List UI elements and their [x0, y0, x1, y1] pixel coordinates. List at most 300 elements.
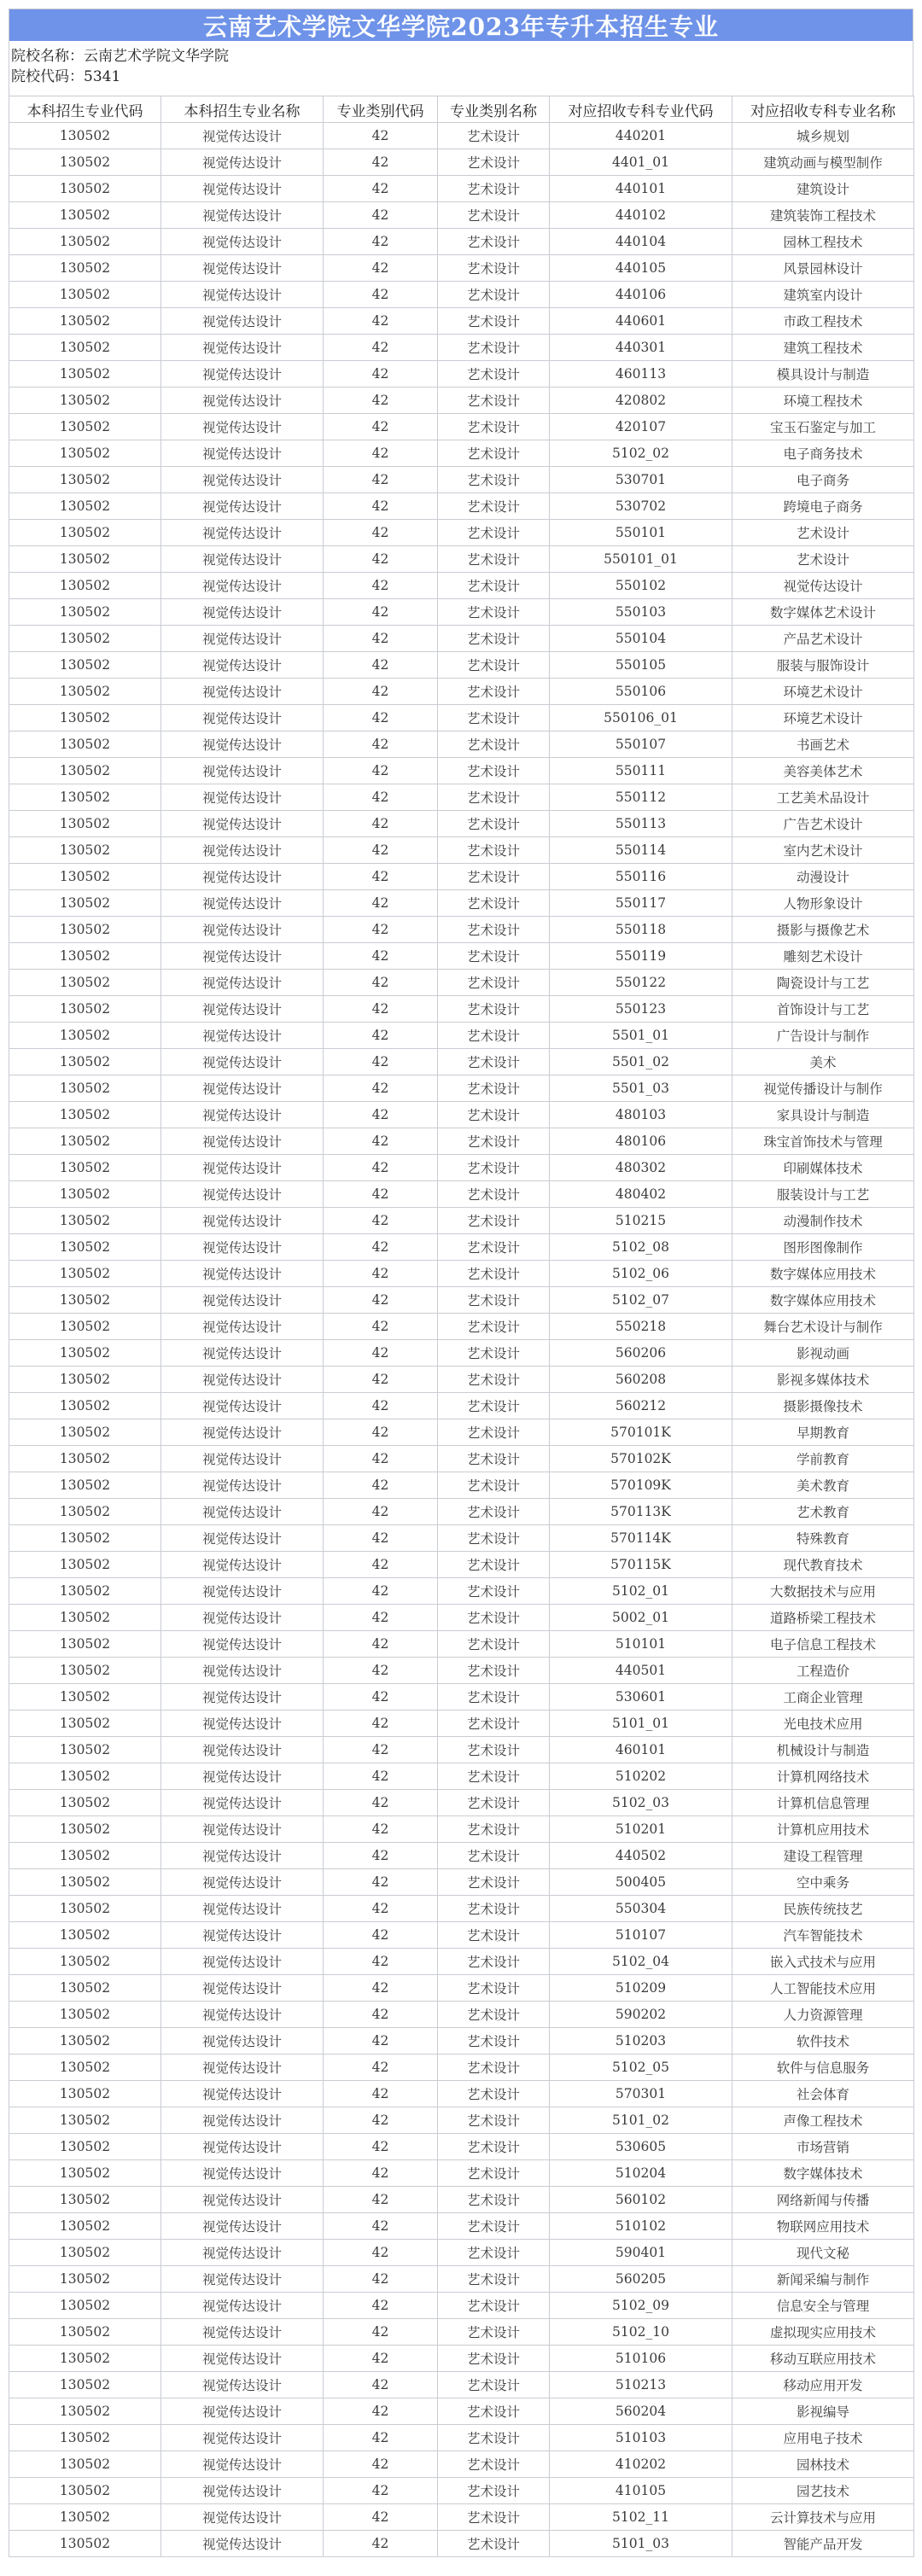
cell-junior-code: 440106	[550, 282, 732, 308]
cell-bachelor-code: 130502	[9, 1922, 161, 1949]
cell-category-name: 艺术设计	[438, 1367, 550, 1393]
cell-bachelor-code: 130502	[9, 1552, 161, 1578]
table-row	[9, 652, 914, 679]
cell-bachelor-code: 130502	[9, 176, 161, 202]
cell-bachelor-name: 视觉传达设计	[161, 758, 324, 784]
table-row	[9, 2187, 914, 2213]
cell-junior-code: 550122	[550, 970, 732, 996]
cell-category-code: 42	[324, 1816, 438, 1843]
cell-bachelor-name: 视觉传达设计	[161, 890, 324, 917]
table-row	[9, 1737, 914, 1763]
cell-bachelor-code: 130502	[9, 1949, 161, 1975]
cell-bachelor-name: 视觉传达设计	[161, 705, 324, 731]
cell-junior-name: 首饰设计与工艺	[732, 996, 914, 1023]
cell-junior-name: 社会体育	[732, 2081, 914, 2107]
cell-category-code: 42	[324, 996, 438, 1023]
cell-junior-code: 570101K	[550, 1419, 732, 1446]
cell-junior-code: 480302	[550, 1155, 732, 1181]
cell-junior-name: 人物形象设计	[732, 890, 914, 917]
cell-junior-name: 数字媒体技术	[732, 2160, 914, 2187]
cell-category-code: 42	[324, 1711, 438, 1737]
cell-category-name: 艺术设计	[438, 1287, 550, 1314]
cell-category-code: 42	[324, 837, 438, 864]
table-row	[9, 1155, 914, 1181]
cell-category-name: 艺术设计	[438, 2054, 550, 2081]
cell-bachelor-code: 130502	[9, 335, 161, 361]
cell-bachelor-code: 130502	[9, 1684, 161, 1711]
table-row	[9, 599, 914, 626]
cell-category-code: 42	[324, 1525, 438, 1552]
cell-bachelor-code: 130502	[9, 1367, 161, 1393]
cell-junior-name: 家具设计与制造	[732, 1102, 914, 1128]
cell-bachelor-name: 视觉传达设计	[161, 679, 324, 705]
cell-category-name: 艺术设计	[438, 176, 550, 202]
cell-bachelor-code: 130502	[9, 2213, 161, 2240]
cell-category-name: 艺术设计	[438, 255, 550, 282]
cell-category-name: 艺术设计	[438, 1737, 550, 1763]
cell-category-code: 42	[324, 2213, 438, 2240]
cell-junior-code: 550111	[550, 758, 732, 784]
cell-junior-name: 电子商务技术	[732, 440, 914, 467]
cell-bachelor-name: 视觉传达设计	[161, 1869, 324, 1896]
cell-bachelor-name: 视觉传达设计	[161, 493, 324, 520]
cell-category-code: 42	[324, 1896, 438, 1922]
cell-category-code: 42	[324, 1181, 438, 1208]
cell-junior-code: 510201	[550, 1816, 732, 1843]
cell-category-name: 艺术设计	[438, 2081, 550, 2107]
cell-category-name: 艺术设计	[438, 546, 550, 573]
cell-junior-name: 视觉传播设计与制作	[732, 1075, 914, 1102]
cell-category-code: 42	[324, 2028, 438, 2054]
cell-junior-code: 550117	[550, 890, 732, 917]
cell-category-name: 艺术设计	[438, 1763, 550, 1790]
cell-bachelor-code: 130502	[9, 520, 161, 546]
cell-bachelor-name: 视觉传达设计	[161, 361, 324, 388]
cell-junior-name: 软件技术	[732, 2028, 914, 2054]
cell-junior-name: 工艺美术品设计	[732, 784, 914, 811]
cell-junior-name: 早期教育	[732, 1419, 914, 1446]
cell-bachelor-code: 130502	[9, 2054, 161, 2081]
cell-bachelor-code: 130502	[9, 2372, 161, 2398]
cell-junior-code: 570115K	[550, 1552, 732, 1578]
cell-junior-code: 550106	[550, 679, 732, 705]
cell-junior-name: 信息安全与管理	[732, 2293, 914, 2319]
cell-junior-code: 5102_07	[550, 1287, 732, 1314]
cell-junior-code: 550113	[550, 811, 732, 837]
table-row	[9, 2398, 914, 2425]
cell-junior-name: 数字媒体应用技术	[732, 1261, 914, 1287]
cell-bachelor-name: 视觉传达设计	[161, 467, 324, 493]
cell-category-code: 42	[324, 1419, 438, 1446]
header-bachelor-code: 本科招生专业代码	[9, 96, 161, 123]
cell-bachelor-name: 视觉传达设计	[161, 1737, 324, 1763]
cell-category-code: 42	[324, 176, 438, 202]
cell-category-name: 艺术设计	[438, 1896, 550, 1922]
cell-junior-code: 5102_09	[550, 2293, 732, 2319]
cell-junior-code: 460101	[550, 1737, 732, 1763]
cell-junior-code: 550118	[550, 917, 732, 943]
cell-category-name: 艺术设计	[438, 837, 550, 864]
cell-bachelor-code: 130502	[9, 388, 161, 414]
table-row	[9, 388, 914, 414]
cell-junior-name: 移动互联应用技术	[732, 2346, 914, 2372]
header-junior-code: 对应招收专科专业代码	[550, 96, 732, 123]
cell-bachelor-code: 130502	[9, 1525, 161, 1552]
cell-bachelor-name: 视觉传达设计	[161, 1711, 324, 1737]
cell-bachelor-code: 130502	[9, 864, 161, 890]
cell-bachelor-code: 130502	[9, 2319, 161, 2346]
cell-junior-code: 5101_01	[550, 1711, 732, 1737]
table-row	[9, 2346, 914, 2372]
cell-junior-code: 550104	[550, 626, 732, 652]
cell-junior-name: 美术	[732, 1049, 914, 1075]
cell-junior-code: 5102_08	[550, 1234, 732, 1261]
cell-bachelor-name: 视觉传达设计	[161, 2478, 324, 2504]
cell-category-name: 艺术设计	[438, 440, 550, 467]
cell-category-name: 艺术设计	[438, 2240, 550, 2266]
cell-junior-code: 510101	[550, 1631, 732, 1658]
cell-bachelor-name: 视觉传达设计	[161, 573, 324, 599]
cell-bachelor-code: 130502	[9, 1975, 161, 2002]
cell-category-name: 艺术设计	[438, 996, 550, 1023]
cell-bachelor-name: 视觉传达设计	[161, 1340, 324, 1367]
cell-bachelor-name: 视觉传达设计	[161, 282, 324, 308]
table-row	[9, 943, 914, 970]
cell-junior-code: 560206	[550, 1340, 732, 1367]
cell-category-name: 艺术设计	[438, 652, 550, 679]
table-row	[9, 202, 914, 229]
cell-junior-code: 570102K	[550, 1446, 732, 1472]
table-row	[9, 1684, 914, 1711]
cell-junior-name: 建设工程管理	[732, 1843, 914, 1869]
cell-bachelor-code: 130502	[9, 546, 161, 573]
table-row	[9, 1102, 914, 1128]
cell-junior-name: 特殊教育	[732, 1525, 914, 1552]
cell-junior-name: 园林技术	[732, 2451, 914, 2478]
cell-category-name: 艺术设计	[438, 1261, 550, 1287]
cell-junior-name: 美术教育	[732, 1472, 914, 1499]
cell-category-name: 艺术设计	[438, 1605, 550, 1631]
cell-bachelor-code: 130502	[9, 1128, 161, 1155]
cell-bachelor-code: 130502	[9, 255, 161, 282]
cell-bachelor-name: 视觉传达设计	[161, 2107, 324, 2134]
cell-junior-code: 440502	[550, 1843, 732, 1869]
cell-bachelor-name: 视觉传达设计	[161, 414, 324, 440]
cell-category-name: 艺术设计	[438, 1393, 550, 1419]
cell-junior-code: 5102_04	[550, 1949, 732, 1975]
cell-category-code: 42	[324, 1631, 438, 1658]
table-row	[9, 1023, 914, 1049]
cell-junior-name: 影视多媒体技术	[732, 1367, 914, 1393]
cell-bachelor-code: 130502	[9, 970, 161, 996]
cell-category-name: 艺术设计	[438, 731, 550, 758]
cell-junior-code: 5102_11	[550, 2504, 732, 2531]
cell-category-name: 艺术设计	[438, 123, 550, 149]
cell-category-name: 艺术设计	[438, 1181, 550, 1208]
cell-bachelor-code: 130502	[9, 1446, 161, 1472]
cell-bachelor-name: 视觉传达设计	[161, 1102, 324, 1128]
cell-junior-name: 服装与服饰设计	[732, 652, 914, 679]
cell-category-code: 42	[324, 599, 438, 626]
cell-category-code: 42	[324, 229, 438, 255]
cell-junior-name: 计算机网络技术	[732, 1763, 914, 1790]
table-row	[9, 2504, 914, 2531]
cell-category-code: 42	[324, 2160, 438, 2187]
cell-category-name: 艺术设计	[438, 811, 550, 837]
cell-bachelor-code: 130502	[9, 1049, 161, 1075]
cell-category-code: 42	[324, 2504, 438, 2531]
cell-category-code: 42	[324, 1737, 438, 1763]
cell-bachelor-name: 视觉传达设计	[161, 1816, 324, 1843]
cell-junior-code: 480106	[550, 1128, 732, 1155]
cell-category-name: 艺术设计	[438, 1816, 550, 1843]
table-body	[9, 123, 914, 2557]
cell-category-code: 42	[324, 202, 438, 229]
table-row	[9, 2054, 914, 2081]
school-name: 云南艺术学院文华学院	[84, 48, 229, 65]
header-category-code: 专业类别代码	[324, 96, 438, 123]
cell-bachelor-name: 视觉传达设计	[161, 2398, 324, 2425]
cell-junior-code: 440301	[550, 335, 732, 361]
cell-bachelor-code: 130502	[9, 1023, 161, 1049]
cell-category-code: 42	[324, 1843, 438, 1869]
cell-category-code: 42	[324, 388, 438, 414]
table-row	[9, 996, 914, 1023]
cell-bachelor-code: 130502	[9, 2160, 161, 2187]
cell-junior-code: 440101	[550, 176, 732, 202]
cell-bachelor-code: 130502	[9, 1102, 161, 1128]
cell-bachelor-name: 视觉传达设计	[161, 864, 324, 890]
cell-category-code: 42	[324, 758, 438, 784]
cell-category-code: 42	[324, 1975, 438, 2002]
cell-category-name: 艺术设计	[438, 1711, 550, 1737]
cell-junior-name: 环境艺术设计	[732, 705, 914, 731]
cell-bachelor-code: 130502	[9, 599, 161, 626]
table-row	[9, 2240, 914, 2266]
cell-category-code: 42	[324, 1499, 438, 1525]
cell-junior-code: 590401	[550, 2240, 732, 2266]
cell-bachelor-name: 视觉传达设计	[161, 2028, 324, 2054]
table-row	[9, 2081, 914, 2107]
cell-category-name: 艺术设计	[438, 2319, 550, 2346]
cell-bachelor-code: 130502	[9, 361, 161, 388]
cell-junior-code: 560205	[550, 2266, 732, 2293]
cell-category-code: 42	[324, 2187, 438, 2213]
cell-bachelor-name: 视觉传达设计	[161, 308, 324, 335]
cell-junior-code: 550105	[550, 652, 732, 679]
cell-category-name: 艺术设计	[438, 2266, 550, 2293]
cell-bachelor-code: 130502	[9, 1181, 161, 1208]
cell-bachelor-name: 视觉传达设计	[161, 837, 324, 864]
cell-category-name: 艺术设计	[438, 335, 550, 361]
cell-bachelor-code: 130502	[9, 493, 161, 520]
cell-junior-code: 500405	[550, 1869, 732, 1896]
cell-category-code: 42	[324, 1340, 438, 1367]
cell-junior-code: 440102	[550, 202, 732, 229]
cell-junior-name: 智能产品开发	[732, 2531, 914, 2557]
table-row	[9, 705, 914, 731]
table-row	[9, 917, 914, 943]
cell-bachelor-code: 130502	[9, 1234, 161, 1261]
cell-junior-code: 550123	[550, 996, 732, 1023]
cell-category-code: 42	[324, 573, 438, 599]
table-row	[9, 1128, 914, 1155]
cell-category-code: 42	[324, 679, 438, 705]
cell-bachelor-code: 130502	[9, 1261, 161, 1287]
cell-junior-code: 570114K	[550, 1525, 732, 1552]
table-row	[9, 1472, 914, 1499]
cell-bachelor-name: 视觉传达设计	[161, 2451, 324, 2478]
cell-category-code: 42	[324, 626, 438, 652]
cell-category-name: 艺术设计	[438, 2002, 550, 2028]
cell-junior-name: 珠宝首饰技术与管理	[732, 1128, 914, 1155]
cell-bachelor-code: 130502	[9, 1578, 161, 1605]
cell-category-name: 艺术设计	[438, 2187, 550, 2213]
cell-category-name: 艺术设计	[438, 467, 550, 493]
cell-junior-code: 5501_01	[550, 1023, 732, 1049]
cell-junior-code: 480103	[550, 1102, 732, 1128]
cell-category-code: 42	[324, 1128, 438, 1155]
cell-category-code: 42	[324, 970, 438, 996]
table-row	[9, 2107, 914, 2134]
cell-category-name: 艺术设计	[438, 890, 550, 917]
cell-bachelor-code: 130502	[9, 679, 161, 705]
cell-bachelor-name: 视觉传达设计	[161, 202, 324, 229]
cell-junior-name: 宝玉石鉴定与加工	[732, 414, 914, 440]
cell-bachelor-code: 130502	[9, 1737, 161, 1763]
cell-junior-code: 510102	[550, 2213, 732, 2240]
cell-category-name: 艺术设计	[438, 2107, 550, 2134]
cell-bachelor-name: 视觉传达设计	[161, 1155, 324, 1181]
cell-category-name: 艺术设计	[438, 2213, 550, 2240]
cell-bachelor-code: 130502	[9, 1711, 161, 1737]
cell-category-code: 42	[324, 1314, 438, 1340]
cell-junior-name: 影视编导	[732, 2398, 914, 2425]
table-row	[9, 1658, 914, 1684]
school-code-label: 院校代码：	[11, 68, 84, 85]
cell-category-name: 艺术设计	[438, 1499, 550, 1525]
cell-junior-name: 环境艺术设计	[732, 679, 914, 705]
table-row	[9, 731, 914, 758]
cell-bachelor-name: 视觉传达设计	[161, 1472, 324, 1499]
cell-category-name: 艺术设计	[438, 2425, 550, 2451]
cell-category-code: 42	[324, 2478, 438, 2504]
cell-bachelor-code: 130502	[9, 943, 161, 970]
cell-junior-code: 410105	[550, 2478, 732, 2504]
cell-junior-code: 550114	[550, 837, 732, 864]
cell-category-code: 42	[324, 731, 438, 758]
table-row	[9, 2531, 914, 2557]
cell-category-code: 42	[324, 1367, 438, 1393]
cell-junior-code: 550106_01	[550, 705, 732, 731]
cell-category-name: 艺术设计	[438, 943, 550, 970]
cell-bachelor-name: 视觉传达设计	[161, 2081, 324, 2107]
cell-junior-code: 480402	[550, 1181, 732, 1208]
cell-bachelor-code: 130502	[9, 2107, 161, 2134]
table-row	[9, 2002, 914, 2028]
cell-category-code: 42	[324, 1049, 438, 1075]
cell-junior-code: 510204	[550, 2160, 732, 2187]
cell-category-name: 艺术设计	[438, 2160, 550, 2187]
cell-junior-name: 现代教育技术	[732, 1552, 914, 1578]
cell-junior-code: 460113	[550, 361, 732, 388]
cell-bachelor-name: 视觉传达设计	[161, 2134, 324, 2160]
table-row	[9, 149, 914, 176]
table-row	[9, 811, 914, 837]
cell-junior-code: 510213	[550, 2372, 732, 2398]
cell-junior-code: 570109K	[550, 1472, 732, 1499]
cell-junior-code: 550116	[550, 864, 732, 890]
cell-bachelor-code: 130502	[9, 2240, 161, 2266]
cell-category-code: 42	[324, 2293, 438, 2319]
cell-category-code: 42	[324, 890, 438, 917]
table-row	[9, 493, 914, 520]
cell-bachelor-name: 视觉传达设计	[161, 2160, 324, 2187]
cell-category-name: 艺术设计	[438, 679, 550, 705]
table-row	[9, 282, 914, 308]
cell-bachelor-name: 视觉传达设计	[161, 1605, 324, 1631]
cell-bachelor-name: 视觉传达设计	[161, 1393, 324, 1419]
cell-bachelor-code: 130502	[9, 2504, 161, 2531]
table-row	[9, 2372, 914, 2398]
cell-category-code: 42	[324, 2425, 438, 2451]
cell-category-name: 艺术设计	[438, 705, 550, 731]
cell-bachelor-code: 130502	[9, 1208, 161, 1234]
cell-junior-name: 现代文秘	[732, 2240, 914, 2266]
cell-junior-name: 云计算技术与应用	[732, 2504, 914, 2531]
cell-junior-name: 数字媒体应用技术	[732, 1287, 914, 1314]
cell-category-code: 42	[324, 705, 438, 731]
cell-bachelor-code: 130502	[9, 1896, 161, 1922]
table-row	[9, 1314, 914, 1340]
table-row	[9, 255, 914, 282]
cell-bachelor-name: 视觉传达设计	[161, 731, 324, 758]
cell-category-code: 42	[324, 917, 438, 943]
cell-category-name: 艺术设计	[438, 2028, 550, 2054]
table-row	[9, 864, 914, 890]
cell-category-code: 42	[324, 943, 438, 970]
table-row	[9, 1499, 914, 1525]
table-row	[9, 626, 914, 652]
cell-bachelor-name: 视觉传达设计	[161, 176, 324, 202]
cell-bachelor-name: 视觉传达设计	[161, 1552, 324, 1578]
cell-bachelor-name: 视觉传达设计	[161, 1261, 324, 1287]
cell-bachelor-name: 视觉传达设计	[161, 335, 324, 361]
cell-bachelor-name: 视觉传达设计	[161, 520, 324, 546]
cell-bachelor-name: 视觉传达设计	[161, 1790, 324, 1816]
school-name-line	[11, 46, 913, 67]
cell-category-code: 42	[324, 361, 438, 388]
header-category-name: 专业类别名称	[438, 96, 550, 123]
cell-category-name: 艺术设计	[438, 149, 550, 176]
cell-junior-code: 420107	[550, 414, 732, 440]
cell-junior-code: 5102_06	[550, 1261, 732, 1287]
cell-category-code: 42	[324, 123, 438, 149]
cell-bachelor-name: 视觉传达设计	[161, 440, 324, 467]
cell-bachelor-code: 130502	[9, 2266, 161, 2293]
cell-junior-code: 570301	[550, 2081, 732, 2107]
cell-category-name: 艺术设计	[438, 1790, 550, 1816]
cell-bachelor-name: 视觉传达设计	[161, 1684, 324, 1711]
cell-category-name: 艺术设计	[438, 1023, 550, 1049]
cell-junior-name: 机械设计与制造	[732, 1737, 914, 1763]
cell-category-code: 42	[324, 1578, 438, 1605]
cell-junior-code: 590202	[550, 2002, 732, 2028]
cell-category-name: 艺术设计	[438, 1340, 550, 1367]
cell-bachelor-code: 130502	[9, 626, 161, 652]
cell-bachelor-code: 130502	[9, 1631, 161, 1658]
cell-junior-code: 550107	[550, 731, 732, 758]
